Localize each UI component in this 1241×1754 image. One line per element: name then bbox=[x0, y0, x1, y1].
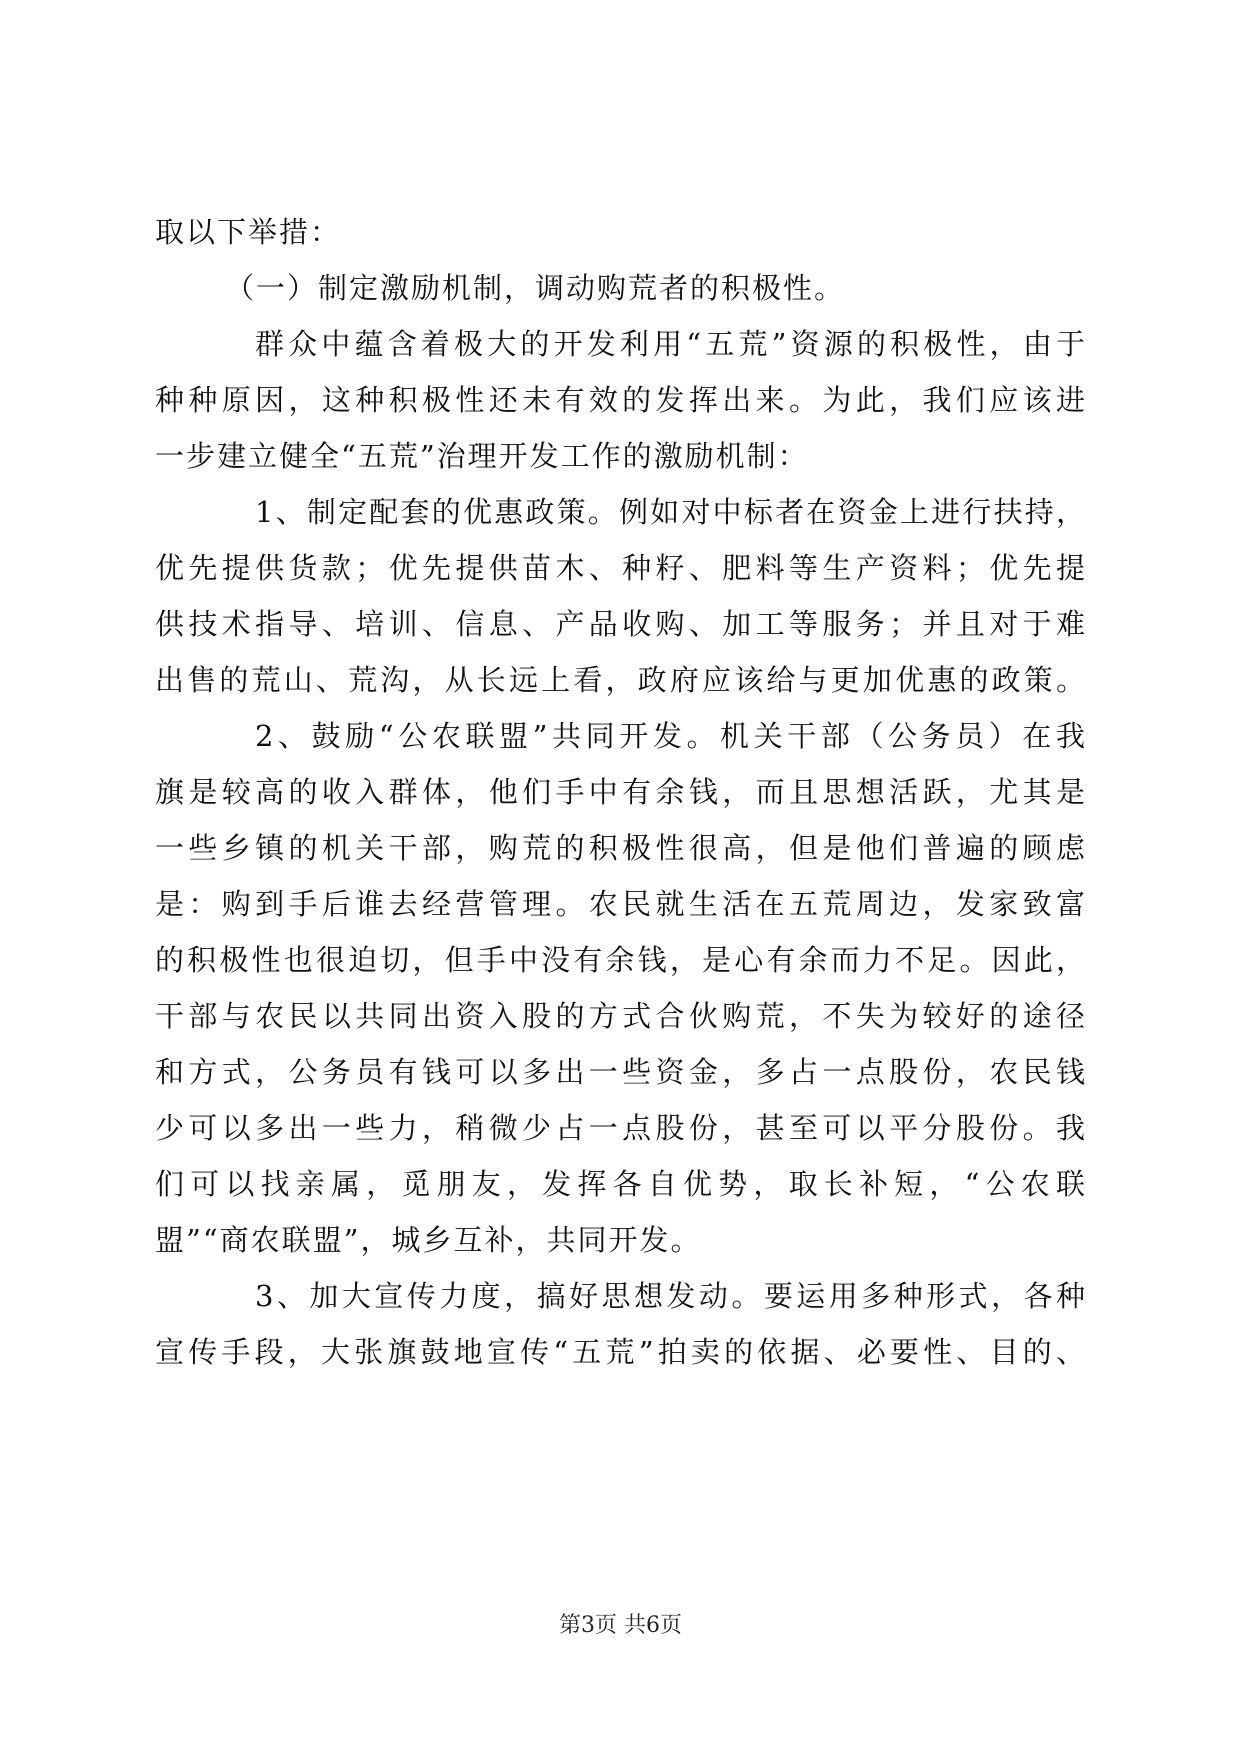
text-line-7: 优先提供货款；优先提供苗木、种籽、肥料等生产资料；优先提 bbox=[155, 551, 1085, 585]
page-footer: 第3页 共6页 bbox=[559, 1613, 682, 1638]
text-line-3: 群众中蕴含着极大的开发利用“五荒”资源的积极性，由于 bbox=[255, 327, 1085, 361]
text-line-8: 供技术指导、培训、信息、产品收购、加工等服务；并且对于难 bbox=[155, 607, 1085, 641]
text-line-5: 一步建立健全“五荒”治理开发工作的激励机制： bbox=[155, 439, 809, 473]
text-line-9: 出售的荒山、荒沟，从长远上看，政府应该给与更加优惠的政策。 bbox=[155, 663, 1085, 697]
text-line-20: 3、加大宣传力度，搞好思想发动。要运用多种形式，各种 bbox=[255, 1279, 1085, 1313]
text-line-10: 2、鼓励“公农联盟”共同开发。机关干部（公务员）在我 bbox=[255, 719, 1085, 753]
text-line-12: 一些乡镇的机关干部，购荒的积极性很高，但是他们普遍的顾虑 bbox=[155, 831, 1085, 865]
text-line-18: 们可以找亲属，觅朋友，发挥各自优势，取长补短，“公农联 bbox=[155, 1167, 1085, 1201]
text-line-15: 干部与农民以共同出资入股的方式合伙购荒，不失为较好的途径 bbox=[155, 999, 1085, 1033]
text-line-21: 宣传手段，大张旗鼓地宣传“五荒”拍卖的依据、必要性、目的、 bbox=[155, 1335, 1085, 1369]
text-line-17: 少可以多出一些力，稍微少占一点股份，甚至可以平分股份。我 bbox=[155, 1111, 1085, 1145]
text-line-19: 盟”“商农联盟”，城乡互补，共同开发。 bbox=[155, 1223, 702, 1257]
text-line-11: 旗是较高的收入群体，他们手中有余钱，而且思想活跃，尤其是 bbox=[155, 775, 1085, 809]
text-line-14: 的积极性也很迫切，但手中没有余钱，是心有余而力不足。因此， bbox=[155, 943, 1085, 977]
text-line-4: 种种原因，这种积极性还未有效的发挥出来。为此，我们应该进 bbox=[155, 383, 1085, 417]
section-heading-1: （一）制定激励机制，调动购荒者的积极性。 bbox=[225, 271, 846, 305]
text-line-16: 和方式，公务员有钱可以多出一些资金，多占一点股份，农民钱 bbox=[155, 1055, 1085, 1089]
text-line-6: 1、制定配套的优惠政策。例如对中标者在资金上进行扶持， bbox=[255, 495, 1085, 529]
text-line-1: 取以下举措： bbox=[155, 215, 342, 249]
text-line-13: 是：购到手后谁去经营管理。农民就生活在五荒周边，发家致富 bbox=[155, 887, 1085, 921]
